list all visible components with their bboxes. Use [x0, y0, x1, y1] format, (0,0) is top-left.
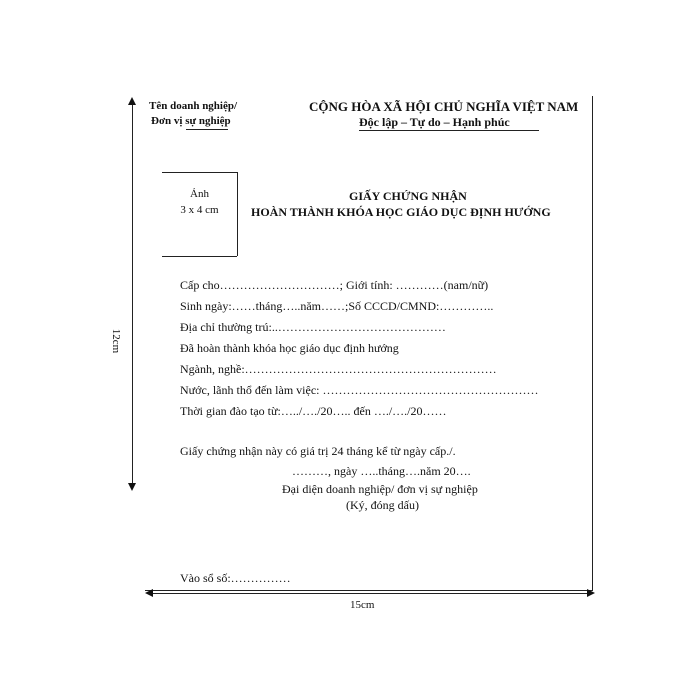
org-name-line2: Đơn vị sự nghiệp: [151, 115, 231, 127]
height-label: 12cm: [110, 328, 123, 354]
photo-size: 3 x 4 cm: [180, 204, 219, 216]
height-dimension-line: [132, 104, 133, 486]
field-training-period: Thời gian đào tạo từ:…../…./20….. đến …./…./20……: [180, 404, 447, 418]
signature-instruction: (Ký, đóng dấu): [346, 498, 419, 512]
width-dimension-line: [152, 593, 588, 594]
arrow-up-icon: [128, 97, 136, 105]
certificate-title: GIẤY CHỨNG NHẬN: [349, 189, 467, 203]
national-title: CỘNG HÒA XÃ HỘI CHỦ NGHĨA VIỆT NAM: [309, 99, 579, 114]
photo-box-bottom: [162, 256, 237, 257]
field-occupation: Ngành, nghề:………………………………………………………: [180, 362, 497, 376]
motto-underline: [359, 130, 539, 131]
field-recipient: Cấp cho…………………………; Giới tính: …………(nam/nữ): [180, 278, 489, 292]
field-birth-id: Sinh ngày:……tháng…..năm……;Số CCCD/CMND:…………..: [180, 299, 494, 313]
arrow-right-icon: [587, 589, 595, 597]
photo-label: Ảnh: [190, 188, 209, 200]
certificate-subtitle: HOÀN THÀNH KHÓA HỌC GIÁO DỤC ĐỊNH HƯỚNG: [251, 205, 551, 219]
signature-date: ………, ngày …..tháng….năm 20….: [292, 464, 471, 478]
field-destination: Nước, lãnh thổ đến làm việc: ………………………………………………: [180, 383, 539, 397]
arrow-left-icon: [145, 589, 153, 597]
photo-box-top: [162, 172, 237, 173]
field-completed: Đã hoàn thành khóa học giáo dục định hướng: [180, 341, 399, 355]
validity-statement: Giấy chứng nhận này có giá trị 24 tháng kể từ ngày cấp./.: [180, 444, 456, 458]
national-motto: Độc lập – Tự do – Hạnh phúc: [359, 115, 510, 129]
register-number: Vào sổ số:……………: [180, 571, 291, 585]
org-underline: [186, 129, 228, 130]
width-label: 15cm: [350, 599, 375, 611]
field-address: Địa chỉ thường trú:..……………………………………: [180, 320, 446, 334]
photo-box-right: [237, 172, 238, 256]
signature-representative: Đại diện doanh nghiệp/ đơn vị sự nghiệp: [282, 482, 478, 496]
arrow-down-icon: [128, 483, 136, 491]
org-name-line1: Tên doanh nghiệp/: [149, 100, 238, 112]
